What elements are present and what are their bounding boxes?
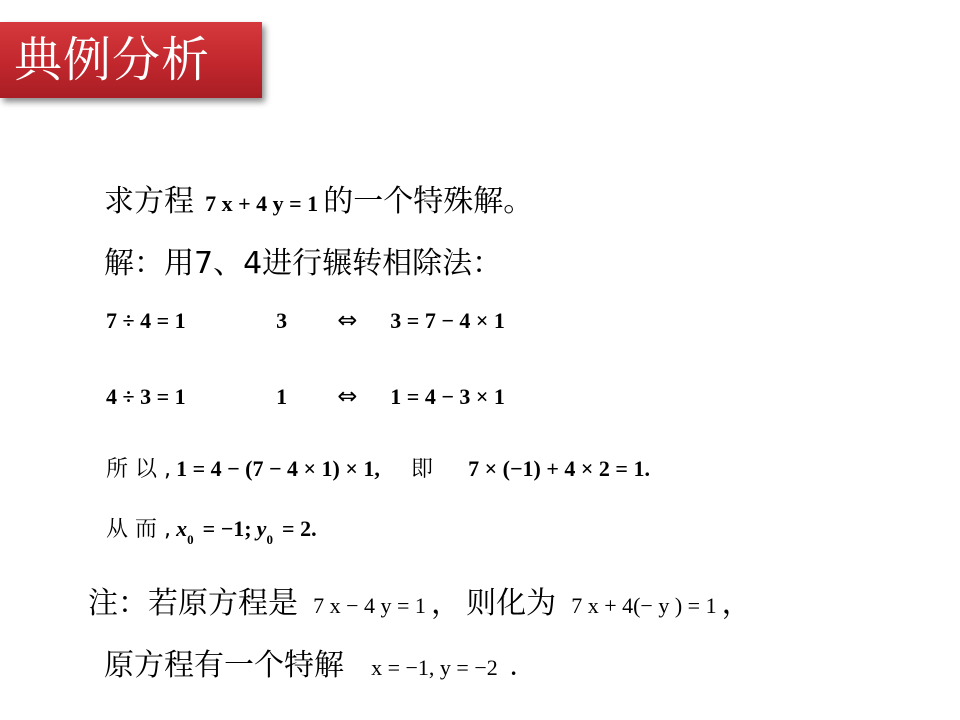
- note-equation-1: 7 x − 4 y = 1: [313, 593, 426, 618]
- note-comma-2: ，: [721, 586, 752, 621]
- note-line2-prefix: 原方程有一个特解: [104, 648, 344, 683]
- x0-value: = −1;: [202, 516, 252, 541]
- y0-variable: y: [256, 516, 267, 541]
- note-equation-2: 7 x + 4(− y ) = 1: [571, 593, 717, 618]
- x0-variable: x: [176, 516, 188, 541]
- problem-suffix: 的一个特殊解。: [323, 184, 534, 219]
- therefore-expr: 1 = 4 − (7 − 4 × 1) × 1,: [176, 456, 380, 481]
- step-1-remainder: 3: [276, 308, 288, 333]
- note-comma-1: ，: [431, 586, 462, 621]
- note-prefix: 注：若原方程是: [88, 586, 298, 621]
- title-banner: [0, 22, 262, 98]
- step-2-division: 4 ÷ 3 = 1: [106, 384, 186, 409]
- problem-prefix: 求方程: [104, 184, 194, 219]
- problem-equation: 7 x + 4 y = 1: [205, 191, 319, 216]
- therefore-label: 所 以 ,: [106, 457, 171, 482]
- therefore-result: 7 × (−1) + 4 × 2 = 1.: [468, 456, 650, 481]
- problem-line: [104, 176, 533, 220]
- solution-intro: 解：用7、4进行辗转相除法：: [104, 246, 503, 281]
- equivalence-arrow-icon: ⇔: [337, 382, 358, 410]
- step-1: [106, 306, 505, 334]
- step-2: [106, 382, 505, 410]
- note-mid: 则化为: [466, 586, 557, 621]
- note-line2-end: .: [510, 655, 517, 680]
- note-particular-solution: x = −1, y = −2: [371, 655, 498, 680]
- x0-subscript: 0: [187, 532, 194, 547]
- step-1-division: 7 ÷ 4 = 1: [106, 308, 186, 333]
- step-2-remainder: 1: [276, 384, 288, 409]
- y0-value: = 2.: [282, 516, 317, 541]
- step-1-rewrite: 3 = 7 − 4 × 1: [390, 308, 505, 333]
- conclusion-line: [106, 512, 317, 547]
- therefore-ji: 即: [411, 457, 434, 482]
- page-title: 典例分析: [14, 32, 211, 88]
- step-2-rewrite: 1 = 4 − 3 × 1: [390, 384, 505, 409]
- note-line-1: [88, 578, 752, 622]
- equivalence-arrow-icon: ⇔: [337, 306, 358, 334]
- note-line-2: [104, 640, 516, 684]
- conclusion-label: 从 而 ,: [106, 517, 171, 542]
- y0-subscript: 0: [266, 532, 273, 547]
- therefore-line: [106, 452, 650, 483]
